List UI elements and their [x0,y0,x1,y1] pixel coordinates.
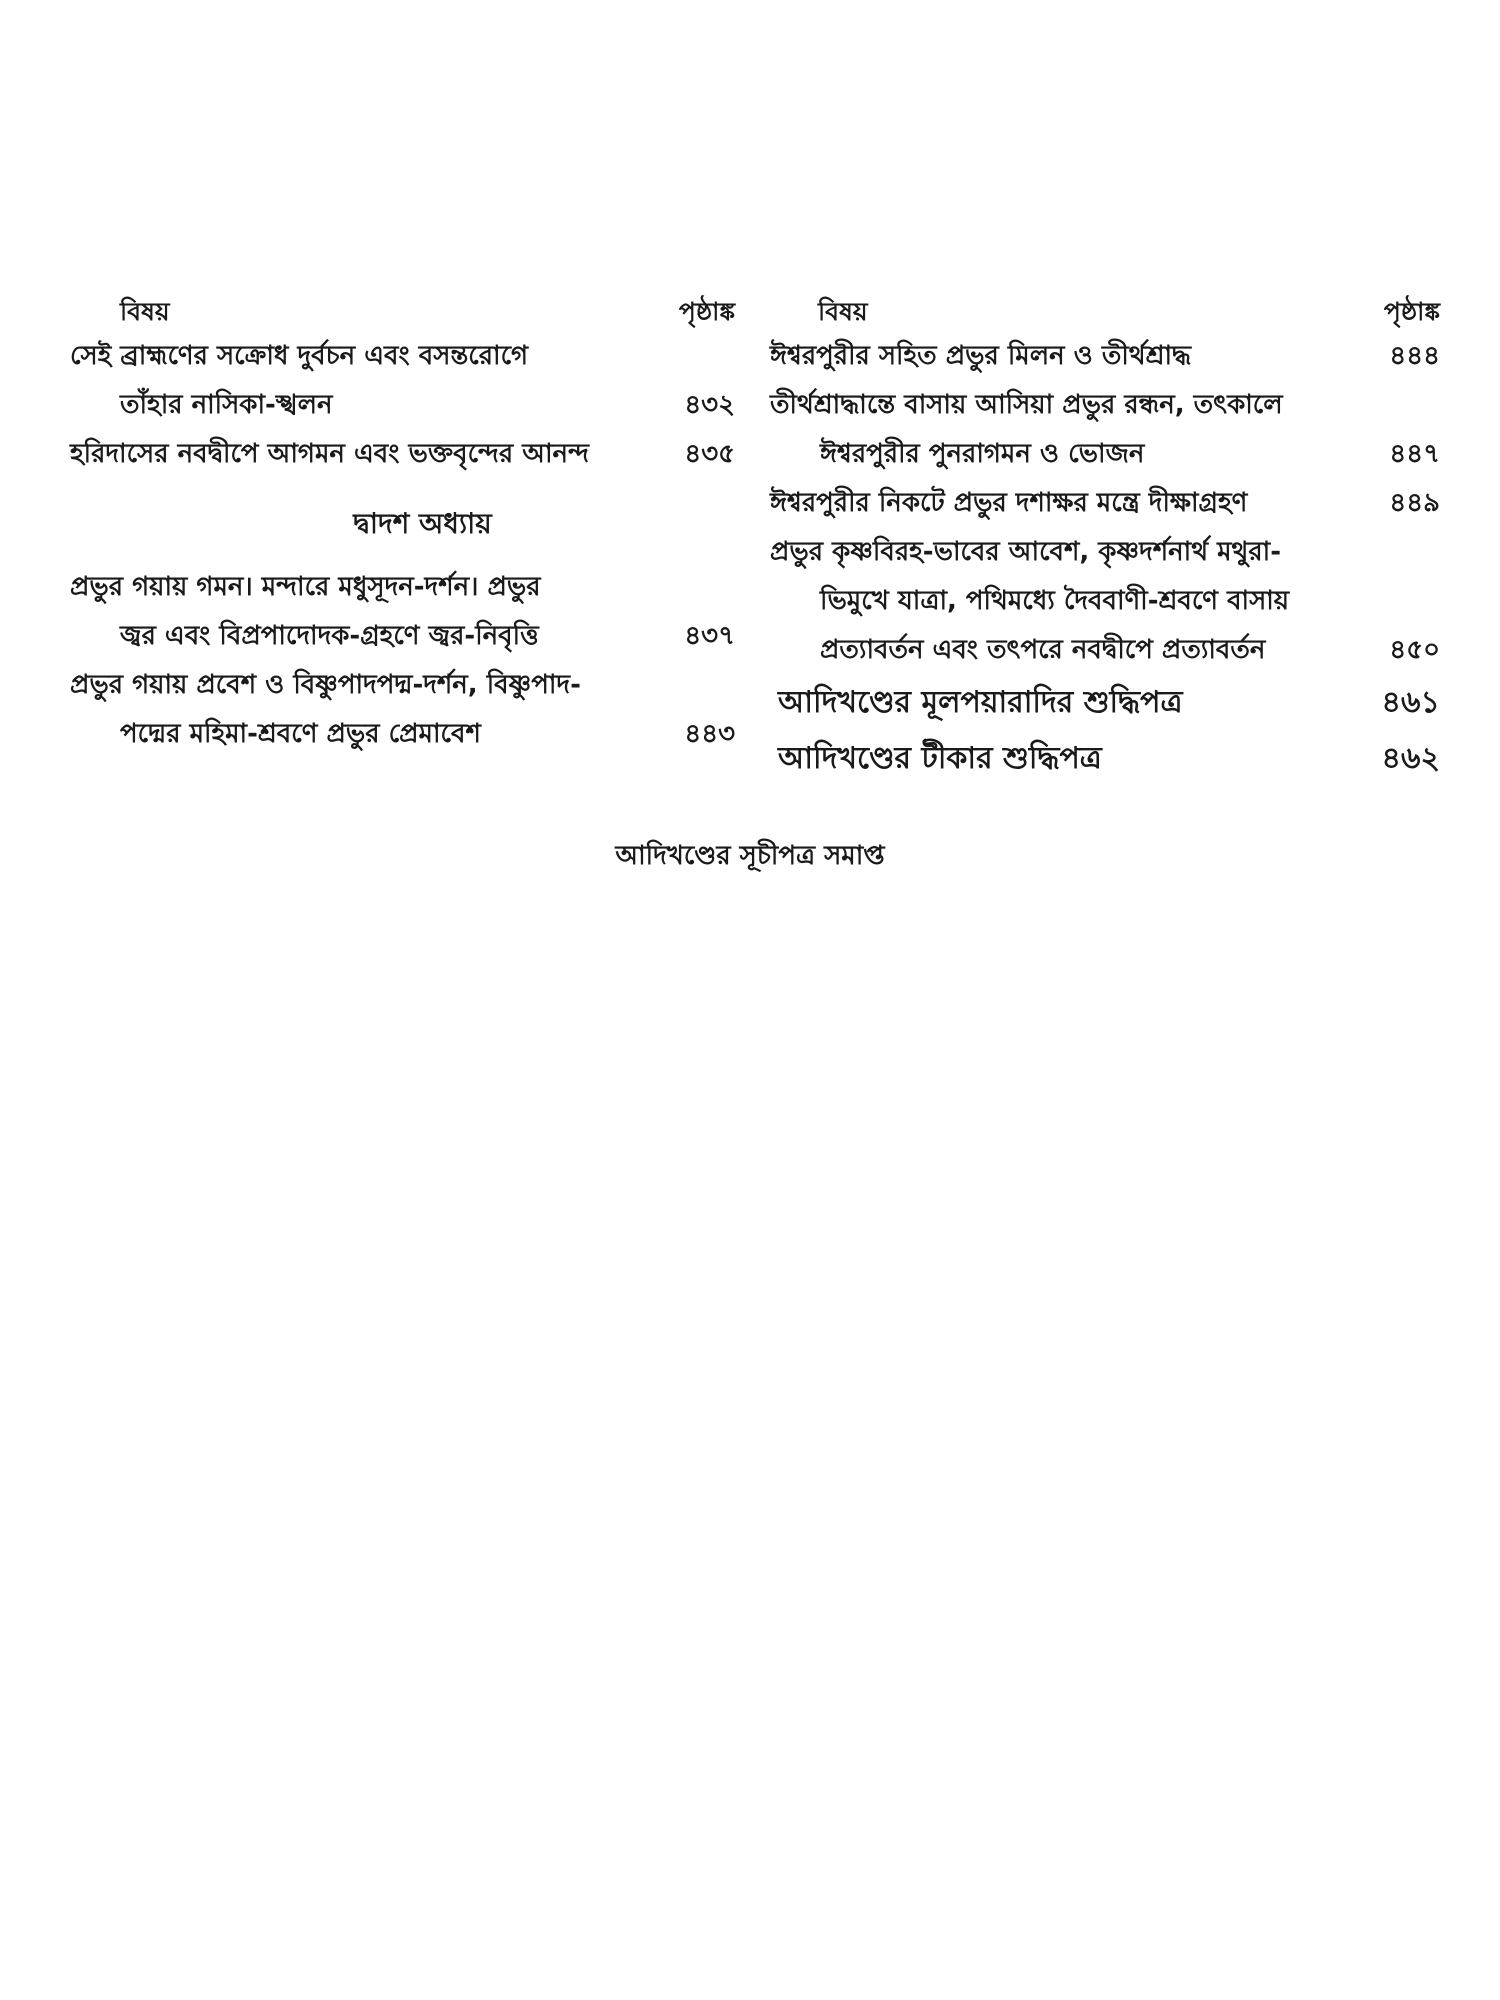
toc-entry [770,528,1440,675]
toc-entry [70,332,735,430]
toc-entry [770,381,1440,479]
right-column-header [770,292,1440,332]
toc-entry [770,332,1440,381]
chapter-title: দ্বাদশ অধ্যায় [353,507,492,540]
entry-page-number: ৪৫০ [1389,635,1440,665]
entry-line: পদ্মের মহিমা-শ্রবণে প্রভুর প্রেমাবেশ [120,719,481,749]
entry-line: সেই ব্রাহ্মণের সক্রোধ দুর্বচন এবং বসন্তরোগে [70,341,529,371]
toc-entry [770,479,1440,528]
page-number-heading: পৃষ্ঠাঙ্ক [1383,297,1440,326]
entry-line: হরিদাসের নবদ্বীপে আগমন এবং ভক্তবৃন্দের আনন্দ [70,439,589,469]
entry-page-number: ৪৩৭ [684,621,735,651]
left-column [70,292,735,759]
entry-line: প্রভুর গয়ায় প্রবেশ ও বিষ্ণুপাদপদ্ম-দর্শন, বিষ্ণুপাদ- [70,670,581,700]
entry-page-number: ৪৪৭ [1389,439,1440,469]
entry-line: ঈশ্বরপুরীর সহিত প্রভুর মিলন ও তীর্থশ্রাদ্ধ [770,341,1192,371]
entry-line: তীর্থশ্রাদ্ধান্তে বাসায় আসিয়া প্রভুর রন্ধন, তৎকালে [770,390,1283,420]
right-column [770,292,1440,787]
entry-line: ঈশ্বরপুরীর নিকটে প্রভুর দশাক্ষর মন্ত্রে দীক্ষাগ্রহণ [770,488,1248,518]
entry-page-number: ৪৩৫ [684,439,735,469]
entry-page-number: ৪৪৪ [1389,341,1440,371]
entry-page-number: ৪৩২ [684,390,735,420]
toc-entry [70,563,735,661]
page-number-heading: পৃষ্ঠাঙ্ক [678,297,735,326]
entry-line: প্রভুর কৃষ্ণবিরহ-ভাবের আবেশ, কৃষ্ণদর্শনার্থ মথুরা- [770,537,1281,567]
toc-entry [70,661,735,759]
end-of-contents-note: আদিখণ্ডের সূচীপত্র সমাপ্ত [615,841,885,871]
toc-entry-errata [770,731,1440,787]
left-column-header [70,292,735,332]
entry-line: আদিখণ্ডের টীকার শুদ্ধিপত্র [778,741,1102,776]
entry-line: আদিখণ্ডের মূলপয়ারাদির শুদ্ধিপত্র [778,685,1183,720]
entry-line: ঈশ্বরপুরীর পুনরাগমন ও ভোজন [820,439,1145,469]
entry-page-number: ৪৬২ [1381,741,1440,776]
entry-page-number: ৪৪৩ [684,719,735,749]
entry-line: তাঁহার নাসিকা-স্খলন [120,390,333,420]
entry-line: ভিমুখে যাত্রা, পথিমধ্যে দৈববাণী-শ্রবণে বাসায় [820,586,1290,616]
entry-page-number: ৪৬১ [1381,685,1440,720]
entry-page-number: ৪৪৯ [1389,488,1440,518]
toc-entry [70,430,735,479]
subject-heading: বিষয় [818,297,868,326]
entry-line: প্রত্যাবর্তন এবং তৎপরে নবদ্বীপে প্রত্যাবর্তন [820,635,1266,665]
entry-line: জ্বর এবং বিপ্রপাদোদক-গ্রহণে জ্বর-নিবৃত্তি [120,621,539,651]
subject-heading: বিষয় [120,297,170,326]
toc-entry-errata [770,675,1440,731]
entry-line: প্রভুর গয়ায় গমন। মন্দারে মধুসূদন-দর্শন। প্রভুর [70,572,541,602]
